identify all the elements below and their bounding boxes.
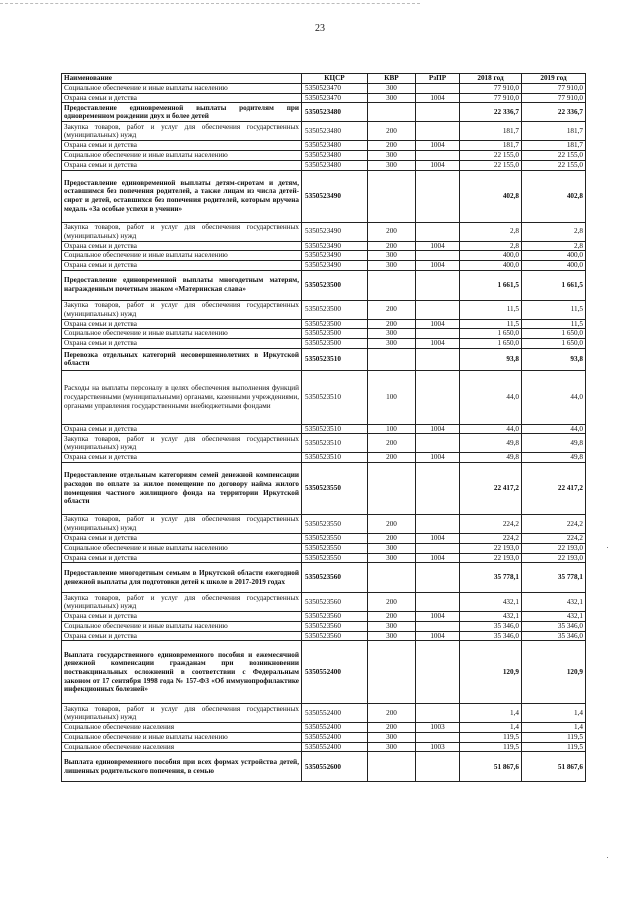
- cell-kcsr: 5350523480: [302, 122, 368, 141]
- table-row: [62, 84, 586, 94]
- cell-2019: 44,0: [522, 424, 586, 434]
- table-row: [62, 141, 586, 151]
- header-kcsr: КЦСР: [302, 74, 368, 84]
- cell-kcsr: 5350523470: [302, 93, 368, 103]
- table-body: [62, 84, 586, 782]
- table-row: [62, 434, 586, 453]
- cell-kvr: [368, 563, 416, 593]
- cell-kcsr: 5350523500: [302, 319, 368, 329]
- cell-rzpr: [416, 270, 460, 300]
- cell-2018: 224,2: [460, 534, 522, 544]
- cell-kcsr: 5350523490: [302, 260, 368, 270]
- cell-2019: 400,0: [522, 251, 586, 261]
- cell-kcsr: 5350523550: [302, 515, 368, 534]
- cell-kvr: 200: [368, 122, 416, 141]
- cell-name: Предоставление единовременной выплаты детям-сиротам и детям, оставшимся без попечения родителей, а также лицам из числа детей-сирот и детей, оставшихся без попечения родителей, которым вручена медаль «За особые успехи в учении»: [62, 170, 302, 222]
- cell-kvr: 300: [368, 329, 416, 339]
- cell-2019: 432,1: [522, 612, 586, 622]
- cell-kcsr: 5350523510: [302, 370, 368, 424]
- cell-2018: 1 661,5: [460, 270, 522, 300]
- cell-name: Закупка товаров, работ и услуг для обеспечения государственных (муниципальных) нужд: [62, 222, 302, 241]
- cell-2018: 49,8: [460, 453, 522, 463]
- cell-2019: 44,0: [522, 370, 586, 424]
- cell-kcsr: 5350523490: [302, 222, 368, 241]
- cell-kvr: 300: [368, 339, 416, 349]
- cell-kcsr: 5350523470: [302, 84, 368, 94]
- table-row: [62, 733, 586, 743]
- cell-rzpr: [416, 84, 460, 94]
- cell-rzpr: [416, 752, 460, 782]
- cell-2019: 1,4: [522, 723, 586, 733]
- cell-kvr: 300: [368, 251, 416, 261]
- cell-2018: 181,7: [460, 141, 522, 151]
- table-row: [62, 612, 586, 622]
- cell-rzpr: [416, 329, 460, 339]
- cell-name: Охрана семьи и детства: [62, 612, 302, 622]
- table-row: [62, 553, 586, 563]
- cell-kvr: 300: [368, 742, 416, 752]
- cell-kcsr: 5350552600: [302, 752, 368, 782]
- cell-rzpr: [416, 434, 460, 453]
- cell-rzpr: [416, 733, 460, 743]
- cell-name: Охрана семьи и детства: [62, 453, 302, 463]
- cell-2018: 51 867,6: [460, 752, 522, 782]
- cell-2018: 432,1: [460, 612, 522, 622]
- cell-kvr: 300: [368, 160, 416, 170]
- cell-rzpr: [416, 251, 460, 261]
- cell-rzpr: 1003: [416, 742, 460, 752]
- cell-2019: 77 910,0: [522, 93, 586, 103]
- cell-name: Выплата единовременного пособия при всех формах устройства детей, лишенных родительского попечения, в семью: [62, 752, 302, 782]
- cell-2018: 1,4: [460, 723, 522, 733]
- cell-kvr: 300: [368, 631, 416, 641]
- cell-2018: 400,0: [460, 260, 522, 270]
- cell-kvr: 100: [368, 370, 416, 424]
- cell-rzpr: [416, 641, 460, 704]
- cell-kvr: [368, 752, 416, 782]
- cell-kcsr: 5350523550: [302, 534, 368, 544]
- cell-name: Закупка товаров, работ и услуг для обеспечения государственных (муниципальных) нужд: [62, 300, 302, 319]
- table-row: [62, 593, 586, 612]
- table-row: [62, 621, 586, 631]
- cell-kvr: 200: [368, 453, 416, 463]
- cell-name: Охрана семьи и детства: [62, 141, 302, 151]
- cell-kcsr: 5350523490: [302, 241, 368, 251]
- budget-table: [61, 73, 586, 782]
- cell-name: Социальное обеспечение населения: [62, 723, 302, 733]
- cell-kvr: 300: [368, 93, 416, 103]
- cell-rzpr: [416, 103, 460, 122]
- table-row: [62, 704, 586, 723]
- cell-2018: 93,8: [460, 348, 522, 370]
- cell-2019: 2,8: [522, 241, 586, 251]
- cell-kcsr: 5350523560: [302, 593, 368, 612]
- cell-kcsr: 5350523550: [302, 463, 368, 515]
- table-row: [62, 453, 586, 463]
- cell-2018: 2,8: [460, 241, 522, 251]
- cell-kvr: 200: [368, 319, 416, 329]
- cell-rzpr: [416, 563, 460, 593]
- cell-2019: 119,5: [522, 742, 586, 752]
- cell-rzpr: 1004: [416, 241, 460, 251]
- cell-kcsr: 5350523490: [302, 170, 368, 222]
- cell-rzpr: 1003: [416, 723, 460, 733]
- cell-kvr: 200: [368, 593, 416, 612]
- cell-kcsr: 5350523510: [302, 453, 368, 463]
- cell-rzpr: [416, 704, 460, 723]
- cell-kvr: 200: [368, 434, 416, 453]
- cell-kcsr: 5350552400: [302, 742, 368, 752]
- cell-name: Социальное обеспечение и иные выплаты населению: [62, 733, 302, 743]
- cell-2019: 22 336,7: [522, 103, 586, 122]
- cell-rzpr: 1004: [416, 631, 460, 641]
- cell-kvr: 300: [368, 84, 416, 94]
- cell-rzpr: [416, 370, 460, 424]
- cell-2019: 77 910,0: [522, 84, 586, 94]
- cell-2019: 35 778,1: [522, 563, 586, 593]
- cell-name: Охрана семьи и детства: [62, 553, 302, 563]
- cell-rzpr: [416, 170, 460, 222]
- cell-2019: 1,4: [522, 704, 586, 723]
- cell-kcsr: 5350523560: [302, 621, 368, 631]
- cell-rzpr: 1004: [416, 319, 460, 329]
- cell-2019: 22 155,0: [522, 151, 586, 161]
- cell-rzpr: 1004: [416, 424, 460, 434]
- cell-2018: 120,9: [460, 641, 522, 704]
- cell-kcsr: 5350552400: [302, 641, 368, 704]
- cell-2019: 119,5: [522, 733, 586, 743]
- cell-2018: 11,5: [460, 300, 522, 319]
- table-header-row: [62, 74, 586, 84]
- cell-kcsr: 5350523510: [302, 424, 368, 434]
- cell-name: Закупка товаров, работ и услуг для обеспечения государственных (муниципальных) нужд: [62, 122, 302, 141]
- cell-2018: 22 193,0: [460, 553, 522, 563]
- table-row: [62, 563, 586, 593]
- cell-name: Охрана семьи и детства: [62, 160, 302, 170]
- table-row: [62, 103, 586, 122]
- cell-kcsr: 5350523480: [302, 103, 368, 122]
- cell-kcsr: 5350523560: [302, 612, 368, 622]
- cell-2018: 119,5: [460, 733, 522, 743]
- cell-2018: 35 346,0: [460, 631, 522, 641]
- cell-2019: 402,8: [522, 170, 586, 222]
- cell-kcsr: 5350523560: [302, 563, 368, 593]
- table-row: [62, 329, 586, 339]
- header-name: Наименование: [62, 74, 302, 84]
- cell-2019: 1 661,5: [522, 270, 586, 300]
- cell-kvr: 200: [368, 241, 416, 251]
- table-row: [62, 160, 586, 170]
- header-2018: 2018 год: [460, 74, 522, 84]
- table-row: [62, 534, 586, 544]
- table-row: [62, 723, 586, 733]
- cell-kvr: [368, 103, 416, 122]
- cell-2019: 93,8: [522, 348, 586, 370]
- cell-kvr: [368, 170, 416, 222]
- cell-name: Предоставление единовременной выплаты многодетным матерям, награжденным почетным знаком «Материнская слава»: [62, 270, 302, 300]
- cell-2019: 35 346,0: [522, 621, 586, 631]
- table-row: [62, 752, 586, 782]
- cell-2018: 402,8: [460, 170, 522, 222]
- cell-rzpr: 1004: [416, 160, 460, 170]
- cell-2019: 1 650,0: [522, 329, 586, 339]
- cell-kcsr: 5350552400: [302, 733, 368, 743]
- cell-name: Предоставление многодетным семьям в Иркутской области ежегодной денежной выплаты для подготовки детей к школе в 2017-2019 годах: [62, 563, 302, 593]
- cell-kcsr: 5350523500: [302, 270, 368, 300]
- cell-2019: 400,0: [522, 260, 586, 270]
- cell-name: Выплата государственного единовременного пособия и ежемесячной денежной компенсации гражданам при возникновении поствакцинальных осложнений в соответствии с Федеральным законом от 17 сентября 1998 года № 157-ФЗ «Об иммунопрофилактике инфекционных болезней»: [62, 641, 302, 704]
- table-row: [62, 424, 586, 434]
- table-row: [62, 463, 586, 515]
- cell-kcsr: 5350523550: [302, 543, 368, 553]
- table-row: [62, 170, 586, 222]
- cell-kvr: 300: [368, 260, 416, 270]
- header-rzpr: РзПР: [416, 74, 460, 84]
- cell-kvr: [368, 463, 416, 515]
- cell-kcsr: 5350523510: [302, 434, 368, 453]
- cell-2019: 49,8: [522, 453, 586, 463]
- table-row: [62, 339, 586, 349]
- cell-2018: 22 155,0: [460, 160, 522, 170]
- cell-kvr: 200: [368, 141, 416, 151]
- cell-2019: 432,1: [522, 593, 586, 612]
- cell-name: Охрана семьи и детства: [62, 319, 302, 329]
- table-row: [62, 222, 586, 241]
- cell-kvr: 200: [368, 534, 416, 544]
- cell-kvr: 200: [368, 723, 416, 733]
- cell-name: Охрана семьи и детства: [62, 339, 302, 349]
- cell-2018: 119,5: [460, 742, 522, 752]
- cell-2018: 77 910,0: [460, 84, 522, 94]
- cell-kvr: 100: [368, 424, 416, 434]
- cell-rzpr: 1004: [416, 534, 460, 544]
- cell-2019: 35 346,0: [522, 631, 586, 641]
- cell-rzpr: [416, 543, 460, 553]
- cell-name: Перевозка отдельных категорий несовершеннолетних в Иркутской области: [62, 348, 302, 370]
- cell-name: Социальное обеспечение и иные выплаты населению: [62, 621, 302, 631]
- table-row: [62, 151, 586, 161]
- cell-2018: 44,0: [460, 424, 522, 434]
- cell-2019: 51 867,6: [522, 752, 586, 782]
- table-row: [62, 122, 586, 141]
- header-2019: 2019 год: [522, 74, 586, 84]
- cell-kvr: [368, 348, 416, 370]
- cell-2018: 44,0: [460, 370, 522, 424]
- cell-kcsr: 5350523480: [302, 141, 368, 151]
- cell-name: Закупка товаров, работ и услуг для обеспечения государственных (муниципальных) нужд: [62, 593, 302, 612]
- cell-2018: 400,0: [460, 251, 522, 261]
- cell-2018: 181,7: [460, 122, 522, 141]
- table-row: [62, 300, 586, 319]
- cell-rzpr: 1004: [416, 553, 460, 563]
- table-row: [62, 319, 586, 329]
- cell-2018: 224,2: [460, 515, 522, 534]
- cell-kvr: 200: [368, 222, 416, 241]
- table-row: [62, 348, 586, 370]
- cell-kcsr: 5350523480: [302, 151, 368, 161]
- cell-kvr: 200: [368, 300, 416, 319]
- table-row: [62, 515, 586, 534]
- cell-2018: 49,8: [460, 434, 522, 453]
- cell-kcsr: 5350552400: [302, 704, 368, 723]
- cell-rzpr: [416, 348, 460, 370]
- cell-rzpr: 1004: [416, 612, 460, 622]
- cell-kvr: [368, 641, 416, 704]
- cell-kvr: [368, 270, 416, 300]
- cell-2018: 1,4: [460, 704, 522, 723]
- cell-kcsr: 5350523560: [302, 631, 368, 641]
- cell-2019: 22 155,0: [522, 160, 586, 170]
- cell-kvr: 300: [368, 621, 416, 631]
- cell-2018: 35 778,1: [460, 563, 522, 593]
- cell-2019: 22 417,2: [522, 463, 586, 515]
- table-row: [62, 241, 586, 251]
- cell-name: Охрана семьи и детства: [62, 424, 302, 434]
- cell-name: Социальное обеспечение населения: [62, 742, 302, 752]
- table-row: [62, 742, 586, 752]
- cell-2019: 224,2: [522, 515, 586, 534]
- table-row: [62, 251, 586, 261]
- cell-2019: 224,2: [522, 534, 586, 544]
- cell-2019: 1 650,0: [522, 339, 586, 349]
- cell-2019: 181,7: [522, 122, 586, 141]
- table-row: [62, 543, 586, 553]
- cell-rzpr: [416, 300, 460, 319]
- cell-name: Расходы на выплаты персоналу в целях обеспечения выполнения функций государственными (муниципальными) органами, казенными учреждениями, органами управления государственными внебюджетными фондами: [62, 370, 302, 424]
- cell-2018: 1 650,0: [460, 339, 522, 349]
- scan-edge-line: [0, 3, 420, 4]
- cell-name: Охрана семьи и детства: [62, 241, 302, 251]
- cell-kvr: 300: [368, 151, 416, 161]
- cell-rzpr: 1004: [416, 453, 460, 463]
- cell-name: Социальное обеспечение и иные выплаты населению: [62, 84, 302, 94]
- table-row: [62, 641, 586, 704]
- cell-2018: 22 193,0: [460, 543, 522, 553]
- cell-rzpr: [416, 515, 460, 534]
- cell-kvr: 300: [368, 553, 416, 563]
- cell-2018: 22 417,2: [460, 463, 522, 515]
- cell-kcsr: 5350523490: [302, 251, 368, 261]
- cell-name: Социальное обеспечение и иные выплаты населению: [62, 251, 302, 261]
- cell-rzpr: 1004: [416, 141, 460, 151]
- cell-2018: 1 650,0: [460, 329, 522, 339]
- cell-name: Социальное обеспечение и иные выплаты населению: [62, 151, 302, 161]
- cell-kvr: 200: [368, 612, 416, 622]
- table-row: [62, 270, 586, 300]
- table-row: [62, 370, 586, 424]
- cell-2019: 22 193,0: [522, 543, 586, 553]
- cell-name: Охрана семьи и детства: [62, 631, 302, 641]
- cell-2018: 11,5: [460, 319, 522, 329]
- cell-rzpr: [416, 122, 460, 141]
- cell-kcsr: 5350523500: [302, 339, 368, 349]
- cell-name: Социальное обеспечение и иные выплаты населению: [62, 329, 302, 339]
- scan-dot: [607, 547, 608, 548]
- cell-rzpr: [416, 463, 460, 515]
- cell-name: Социальное обеспечение и иные выплаты населению: [62, 543, 302, 553]
- cell-rzpr: 1004: [416, 93, 460, 103]
- cell-2019: 49,8: [522, 434, 586, 453]
- cell-2018: 432,1: [460, 593, 522, 612]
- cell-kcsr: 5350523480: [302, 160, 368, 170]
- cell-2019: 181,7: [522, 141, 586, 151]
- cell-kvr: 200: [368, 515, 416, 534]
- cell-2019: 11,5: [522, 300, 586, 319]
- cell-kvr: 300: [368, 543, 416, 553]
- cell-2018: 22 155,0: [460, 151, 522, 161]
- table-row: [62, 631, 586, 641]
- table-row: [62, 93, 586, 103]
- cell-2018: 35 346,0: [460, 621, 522, 631]
- cell-rzpr: [416, 593, 460, 612]
- cell-2019: 2,8: [522, 222, 586, 241]
- cell-name: Закупка товаров, работ и услуг для обеспечения государственных (муниципальных) нужд: [62, 704, 302, 723]
- cell-name: Закупка товаров, работ и услуг для обеспечения государственных (муниципальных) нужд: [62, 434, 302, 453]
- cell-name: Предоставление отдельным категориям семей денежной компенсации расходов по оплате за жилое помещение по договору найма жилого помещения частного жилищного фонда на территории Иркутской области: [62, 463, 302, 515]
- cell-rzpr: 1004: [416, 260, 460, 270]
- cell-rzpr: 1004: [416, 339, 460, 349]
- table-row: [62, 260, 586, 270]
- cell-kcsr: 5350523500: [302, 300, 368, 319]
- cell-kcsr: 5350523550: [302, 553, 368, 563]
- cell-rzpr: [416, 222, 460, 241]
- cell-2019: 120,9: [522, 641, 586, 704]
- cell-kcsr: 5350523500: [302, 329, 368, 339]
- cell-kvr: 300: [368, 733, 416, 743]
- cell-rzpr: [416, 151, 460, 161]
- cell-name: Охрана семьи и детства: [62, 93, 302, 103]
- cell-rzpr: [416, 621, 460, 631]
- cell-2019: 11,5: [522, 319, 586, 329]
- page-number: 23: [315, 23, 325, 34]
- cell-kvr: 200: [368, 704, 416, 723]
- cell-2019: 22 193,0: [522, 553, 586, 563]
- cell-name: Закупка товаров, работ и услуг для обеспечения государственных (муниципальных) нужд: [62, 515, 302, 534]
- cell-kcsr: 5350523510: [302, 348, 368, 370]
- cell-2018: 77 910,0: [460, 93, 522, 103]
- cell-2018: 2,8: [460, 222, 522, 241]
- cell-name: Охрана семьи и детства: [62, 534, 302, 544]
- cell-name: Предоставление единовременной выплаты родителям при одновременном рождении двух и более детей: [62, 103, 302, 122]
- cell-2018: 22 336,7: [460, 103, 522, 122]
- header-kvr: КВР: [368, 74, 416, 84]
- scan-dot: [607, 857, 608, 858]
- cell-name: Охрана семьи и детства: [62, 260, 302, 270]
- cell-kcsr: 5350552400: [302, 723, 368, 733]
